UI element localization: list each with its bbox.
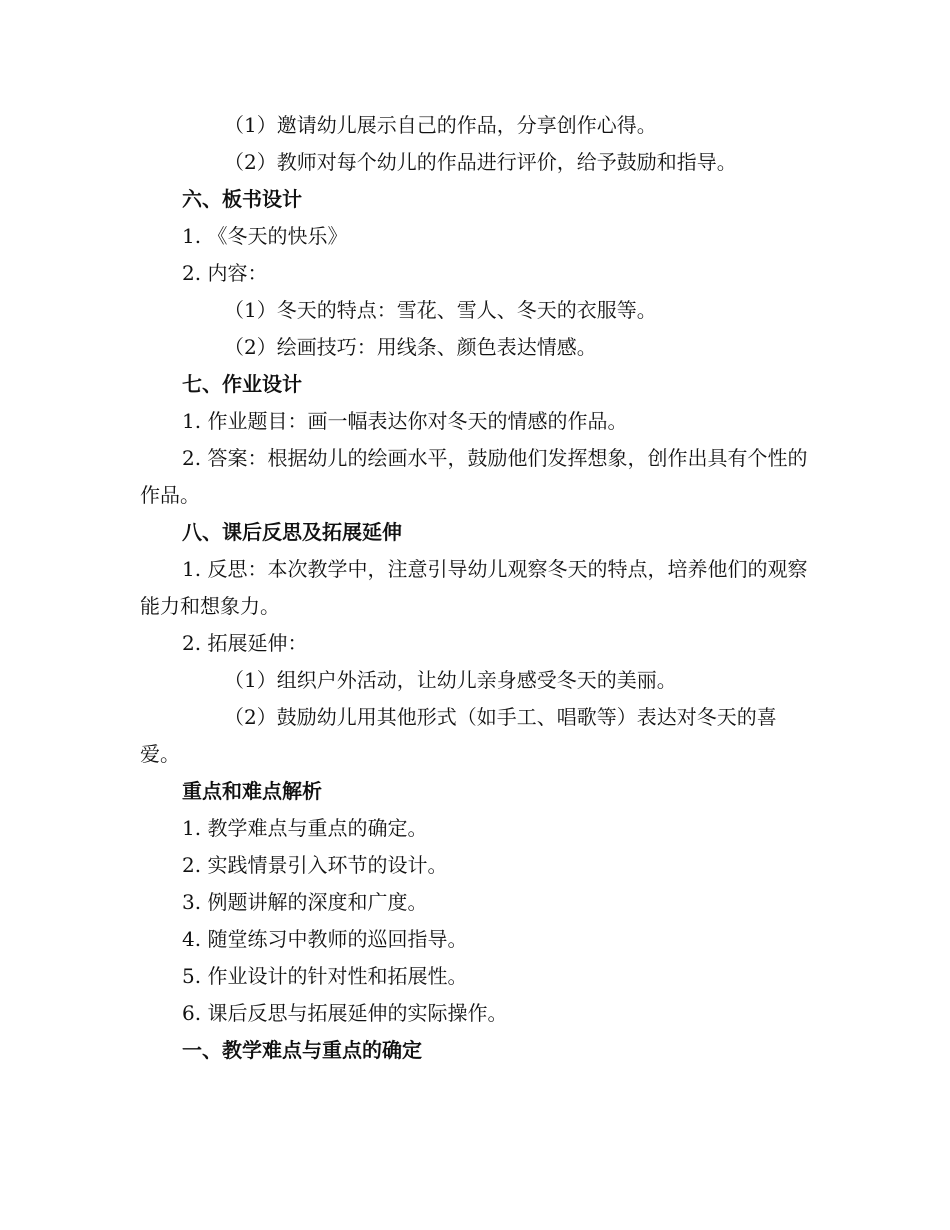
sub-item: （2）教师对每个幼儿的作品进行评价，给予鼓励和指导。 — [224, 150, 737, 174]
list-item: 5. 作业设计的针对性和拓展性。 — [182, 964, 468, 988]
list-item: 4. 随堂练习中教师的巡回指导。 — [182, 927, 468, 951]
sub-item: （1）邀请幼儿展示自己的作品，分享创作心得。 — [224, 113, 657, 137]
list-item: 2. 拓展延伸： — [182, 631, 308, 655]
sub-item: （2）鼓励幼儿用其他形式（如手工、唱歌等）表达对冬天的喜爱。 — [140, 705, 777, 766]
section-heading: 六、板书设计 — [182, 187, 302, 211]
sub-item: （1）冬天的特点：雪花、雪人、冬天的衣服等。 — [224, 298, 657, 322]
section-heading: 重点和难点解析 — [182, 779, 322, 803]
list-item: 2. 实践情景引入环节的设计。 — [182, 853, 448, 877]
section-heading: 八、课后反思及拓展延伸 — [182, 520, 402, 544]
list-item: 2. 答案：根据幼儿的绘画水平，鼓励他们发挥想象，创作出具有个性的作品。 — [140, 446, 808, 507]
list-item: 1. 作业题目：画一幅表达你对冬天的情感的作品。 — [182, 409, 628, 433]
list-item: 1. 反思：本次教学中，注意引导幼儿观察冬天的特点，培养他们的观察能力和想象力。 — [140, 557, 808, 618]
section-heading: 一、教学难点与重点的确定 — [182, 1038, 422, 1062]
list-item: 2. 内容： — [182, 261, 268, 285]
sub-item: （2）绘画技巧：用线条、颜色表达情感。 — [224, 335, 597, 359]
list-item: 1. 教学难点与重点的确定。 — [182, 816, 428, 840]
section-heading: 七、作业设计 — [182, 372, 302, 396]
document-body — [140, 107, 812, 1069]
sub-item: （1）组织户外活动，让幼儿亲身感受冬天的美丽。 — [224, 668, 677, 692]
list-item: 3. 例题讲解的深度和广度。 — [182, 890, 428, 914]
list-item: 1. 《冬天的快乐》 — [182, 224, 348, 248]
list-item: 6. 课后反思与拓展延伸的实际操作。 — [182, 1001, 508, 1025]
